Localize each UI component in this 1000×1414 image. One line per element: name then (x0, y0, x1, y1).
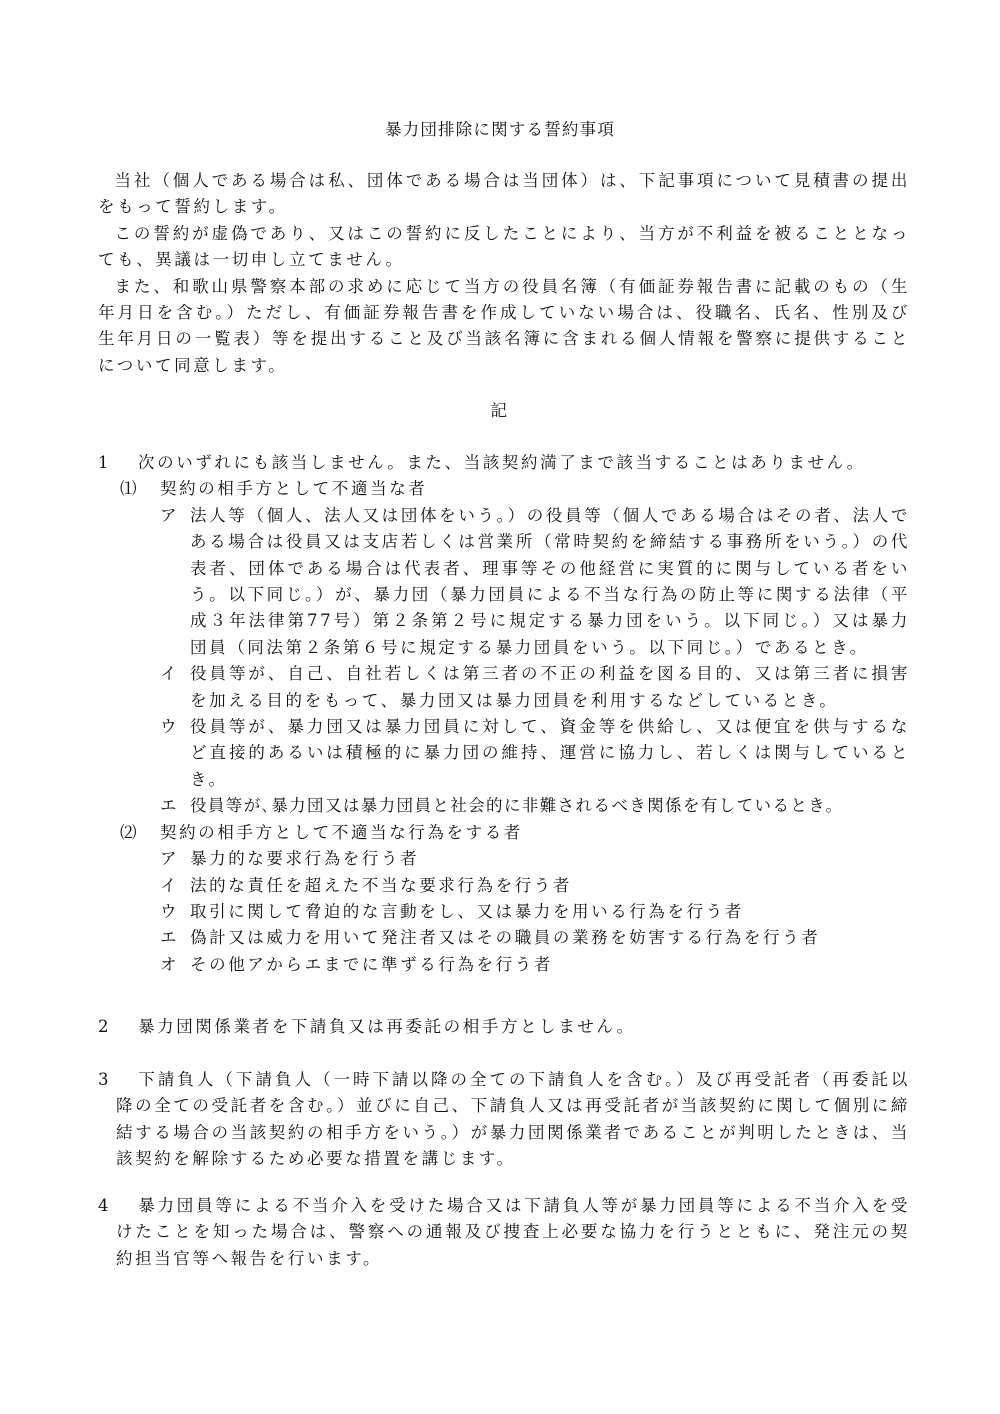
item-text: 役員等が、自己、自社若しくは第三者の不正の利益を図る目的、又は第三者に損害を加える目的をもって、暴力団又は暴力団員を利用するなどしているとき。 (190, 664, 910, 710)
section-3-paragraph (98, 1067, 910, 1173)
item-marker: ア (160, 849, 180, 869)
item-marker: オ (160, 954, 180, 974)
item-text: 取引に関して脅迫的な言動をし、又は暴力を用いる行為を行う者 (190, 901, 744, 921)
item-marker: イ (160, 875, 180, 895)
subsection-2-item-i (120, 873, 910, 899)
item-text: 役員等が､暴力団又は暴力団員と社会的に非難されるべき関係を有しているとき。 (190, 796, 844, 816)
subsection-2-number: ⑵ (120, 822, 137, 842)
section-4-paragraph (98, 1193, 910, 1272)
preamble-paragraph-1: 当社（個人である場合は私、団体である場合は当団体）は、下記事項について見積書の提出をもって誓約します。 (98, 171, 910, 217)
section-3-number: 3 (98, 1070, 109, 1089)
preamble (98, 168, 910, 379)
subsection-1 (98, 476, 910, 819)
item-text: 暴力的な要求行為を行う者 (190, 849, 420, 869)
item-text: 役員等が、暴力団又は暴力団員に対して、資金等を供給し、又は便宜を供与するなど直接的あるいは積極的に暴力団の維持、運営に協力し、若しくは関与しているとき。 (190, 717, 910, 789)
section-4-text: 暴力団員等による不当介入を受けた場合又は下請負人等が暴力団員等による不当介入を受けたことを知った場合は、警察への通報及び捜査上必要な協力を行うとともに、発注元の契約担当官等へ報告を行います。 (116, 1196, 910, 1268)
subsection-1-title: 契約の相手方として不適当な者 (160, 479, 428, 499)
subsection-1-item-i (120, 661, 910, 714)
subsection-1-item-u (120, 714, 910, 793)
subsection-2 (98, 820, 910, 978)
item-text: 法的な責任を超えた不当な要求行為を行う者 (190, 875, 572, 895)
section-1 (98, 450, 910, 978)
section-1-heading (98, 450, 910, 476)
item-marker: ア (160, 505, 180, 525)
section-3-text: 下請負人（下請負人（一時下請以降の全ての下請負人を含む。）及び再受託者（再委託以降の全ての受託者を含む。）並びに自己、下請負人又は再受託者が当該契約に関して個別に締結する場合の当該契約の相手方をいう。）が暴力団関係業者であることが判明したときは、当該契約を解除するため必要な措置を講じます。 (116, 1070, 910, 1169)
ki-heading: 記 (490, 401, 510, 420)
subsection-2-item-o (120, 952, 910, 978)
section-3 (98, 1067, 910, 1173)
subsection-2-heading (120, 820, 910, 846)
item-marker: ウ (160, 717, 180, 737)
document-title: 暴力団排除に関する誓約事項 (384, 120, 616, 139)
item-text: 偽計又は威力を用いて発注者又はその職員の業務を妨害する行為を行う者 (190, 928, 821, 948)
item-text: その他アからエまでに準ずる行為を行う者 (190, 954, 553, 974)
section-2-text: 暴力団関係業者を下請負又は再委託の相手方としません。 (138, 1017, 636, 1036)
section-2-number: 2 (98, 1017, 109, 1036)
preamble-paragraph-3: また、和歌山県警察本部の求めに応じて当方の役員名簿（有価証券報告書に記載のもの（生年月日を含む。）ただし、有価証券報告書を作成していない場合は、役職名、氏名、性別及び生年月日の一覧表）等を提出すること及び当該名簿に含まれる個人情報を警察に提供することについて同意します。 (98, 276, 910, 375)
subsection-2-item-e (120, 925, 910, 951)
subsection-2-title: 契約の相手方として不適当な行為をする者 (160, 822, 523, 842)
section-4 (98, 1193, 910, 1272)
subsection-2-item-a (120, 846, 910, 872)
item-marker: エ (160, 796, 180, 816)
subsection-2-item-u (120, 899, 910, 925)
section-1-text: 次のいずれにも該当しません。また、当該契約満了まで該当することはありません。 (138, 453, 866, 472)
section-1-number: 1 (98, 453, 109, 472)
subsection-1-heading (120, 476, 910, 502)
subsection-1-item-a (120, 503, 910, 661)
preamble-paragraph-2: この誓約が虚偽であり、又はこの誓約に反したことにより、当方が不利益を被ることとなっても、異議は一切申し立てません。 (98, 223, 910, 270)
section-4-number: 4 (98, 1196, 109, 1215)
subsection-1-number: ⑴ (120, 479, 137, 499)
item-marker: ウ (160, 901, 180, 921)
item-marker: エ (160, 928, 180, 948)
subsection-1-item-e (120, 793, 910, 819)
item-text: 法人等（個人、法人又は団体をいう。）の役員等（個人である場合はその者、法人である場合は役員又は支店若しくは営業所（常時契約を締結する事務所をいう。）の代表者、団体である場合は代表者、理事等その他経営に実質的に関与している者をいう。以下同じ。）が、暴力団（暴力団員による不当な行為の防止等に関する法律（平成３年法律第77号）第２条第２号に規定する暴力団をいう。以下同じ。）又は暴力団員（同法第２条第６号に規定する暴力団員をいう。以下同じ。）であるとき。 (190, 505, 910, 657)
section-2 (98, 1014, 910, 1040)
item-marker: イ (160, 664, 180, 684)
